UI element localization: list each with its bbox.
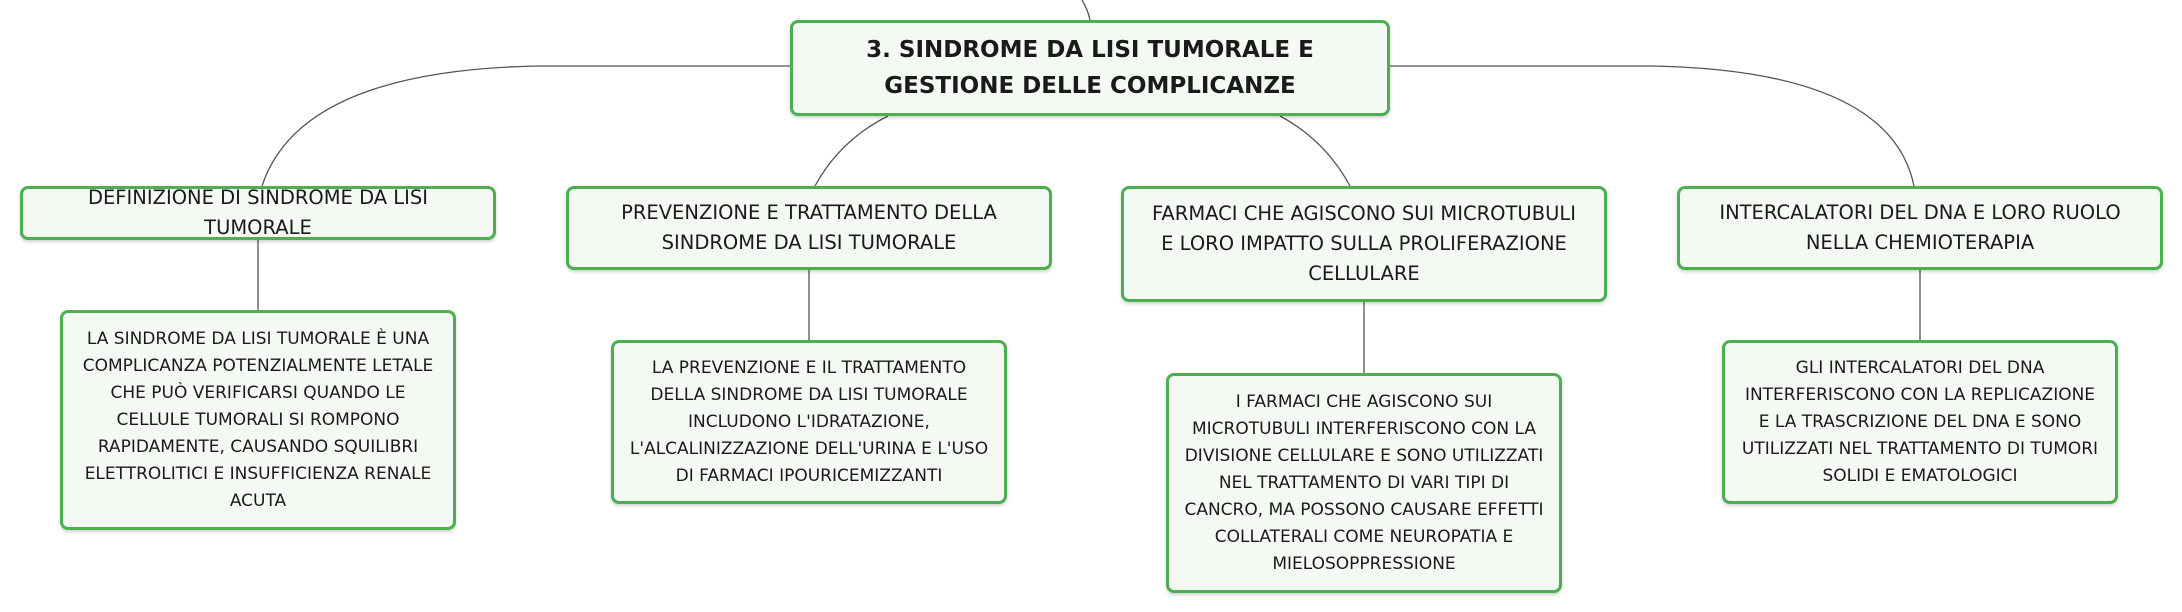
root-topic-text: 3. SINDROME DA LISI TUMORALE E GESTIONE DELLE COMPLICANZE bbox=[866, 37, 1314, 99]
detail-topic-prevenzione[interactable] bbox=[611, 340, 1007, 504]
detail-topic-microtubuli[interactable] bbox=[1166, 373, 1562, 593]
branch-topic-text: FARMACI CHE AGISCONO SUI MICROTUBULI E LORO IMPATTO SULLA PROLIFERAZIONE CELLULARE bbox=[1152, 202, 1576, 285]
branch-topic-microtubuli[interactable] bbox=[1121, 186, 1607, 302]
branch-topic-intercalatori[interactable] bbox=[1677, 186, 2163, 270]
detail-topic-definizione[interactable] bbox=[60, 310, 456, 530]
branch-topic-text: INTERCALATORI DEL DNA E LORO RUOLO NELLA CHEMIOTERAPIA bbox=[1719, 201, 2121, 254]
detail-topic-intercalatori[interactable] bbox=[1722, 340, 2118, 504]
branch-topic-definizione[interactable] bbox=[20, 186, 496, 240]
connector-root-to-branch-4 bbox=[1390, 66, 1914, 186]
detail-topic-text: GLI INTERCALATORI DEL DNA INTERFERISCONO CON LA REPLICAZIONE E LA TRASCRIZIONE DEL DNA E SONO UTILIZZATI NEL TRATTAMENTO DI TUMORI SOLIDI E EMATOLOGICI bbox=[1741, 357, 2099, 486]
connector-root-to-branch-2 bbox=[815, 116, 888, 186]
detail-topic-text: I FARMACI CHE AGISCONO SUI MICROTUBULI INTERFERISCONO CON LA DIVISIONE CELLULARE E SONO UTILIZZATI NEL TRATTAMENTO DI VARI TIPI DI CANCRO, MA POSSONO CAUSARE EFFETTI COLLATERALI COME NEUROPATIA E MIELOSOPPRESSIONE bbox=[1184, 391, 1544, 574]
branch-topic-text: PREVENZIONE E TRATTAMENTO DELLA SINDROME DA LISI TUMORALE bbox=[621, 201, 997, 254]
root-topic[interactable] bbox=[790, 20, 1390, 116]
connector-parent-to-root bbox=[1082, 0, 1090, 20]
detail-topic-text: LA PREVENZIONE E IL TRATTAMENTO DELLA SINDROME DA LISI TUMORALE INCLUDONO L'IDRATAZIONE, L'ALCALINIZZAZIONE DELL'URINA E L'USO DI FARMACI IPOURICEMIZZANTI bbox=[629, 357, 989, 486]
detail-topic-text: LA SINDROME DA LISI TUMORALE È UNA COMPLICANZA POTENZIALMENTE LETALE CHE PUÒ VERIFICARSI QUANDO LE CELLULE TUMORALI SI ROMPONO RAPIDAMENTE, CAUSANDO SQUILIBRI ELETTROLITICI E INSUFFICIENZA RENALE ACUTA bbox=[82, 328, 434, 511]
connector-root-to-branch-3 bbox=[1280, 116, 1350, 186]
connector-root-to-branch-1 bbox=[262, 66, 792, 186]
branch-topic-text: DEFINIZIONE DI SINDROME DA LISI TUMORALE bbox=[87, 186, 429, 239]
branch-topic-prevenzione[interactable] bbox=[566, 186, 1052, 270]
